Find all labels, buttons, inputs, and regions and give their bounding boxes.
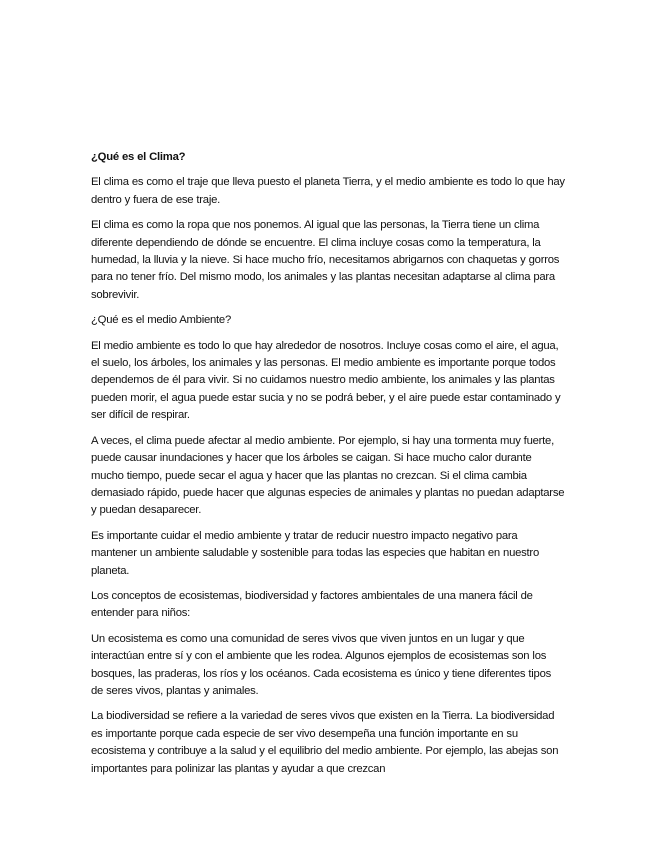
paragraph-medio-ambiente: El medio ambiente es todo lo que hay alrededor de nosotros. Incluye cosas como el aire, el agua, el suelo, los árboles, los animales y las personas. El medio ambiente es importante porque todos dependemos de él para vivir. Si no cuidamos nuestro medio ambiente, los animales y las plantas pueden morir, el agua puede estar sucia y no se podrá beber, y el aire puede estar contaminado y ser difícil de respirar. bbox=[91, 339, 561, 422]
document-body bbox=[91, 149, 566, 786]
heading-que-es-medio-ambiente: ¿Qué es el medio Ambiente? bbox=[91, 314, 231, 327]
paragraph-clima-ropa: El clima es como la ropa que nos ponemos. Al igual que las personas, la Tierra tiene un clima diferente dependiendo de dónde se encuentre. El clima incluye cosas como la temperatura, la humedad, la lluvia y la nieve. Si hace mucho frío, necesitamos abrigarnos con chaquetas y gorros para no tener frío. Del mismo modo, los animales y las plantas necesitan adaptarse al clima para sobrevivir. bbox=[91, 219, 560, 301]
paragraph-biodiversidad: La biodiversidad se refiere a la variedad de seres vivos que existen en la Tierra. La biodiversidad es importante porque cada especie de ser vivo desempeña una función importante en su ecosistema y contribuye a la salud y el equilibrio del medio ambiente. Por ejemplo, las abejas son importantes para polinizar las plantas y ayudar a que crezcan bbox=[91, 710, 559, 775]
paragraph-ecosistema: Un ecosistema es como una comunidad de seres vivos que viven juntos en un lugar y que interactúan entre sí y con el ambiente que les rodea. Algunos ejemplos de ecosistemas son los bosques, las praderas, los ríos y los océanos. Cada ecosistema es único y tiene diferentes tipos de seres vivos, plantas y animales. bbox=[91, 632, 552, 697]
paragraph-clima-afecta: A veces, el clima puede afectar al medio ambiente. Por ejemplo, si hay una tormenta muy fuerte, puede causar inundaciones y hacer que los árboles se caigan. Si hace mucho calor durante mucho tiempo, puede secar el agua y hacer que las plantas no crezcan. Si el clima cambia demasiado rápido, puede hacer que algunas especies de animales y plantas no puedan adaptarse y puedan desaparecer. bbox=[91, 434, 565, 517]
paragraph-cuidar-ambiente: Es importante cuidar el medio ambiente y tratar de reducir nuestro impacto negativo para mantener un ambiente saludable y sostenible para todas las especies que habitan en nuestro planeta. bbox=[91, 529, 539, 577]
paragraph-conceptos: Los conceptos de ecosistemas, biodiversidad y factores ambientales de una manera fácil de entender para niños: bbox=[91, 589, 533, 620]
heading-que-es-el-clima: ¿Qué es el Clima? bbox=[91, 151, 186, 163]
paragraph-clima-traje: El clima es como el traje que lleva puesto el planeta Tierra, y el medio ambiente es todo lo que hay dentro y fuera de ese traje. bbox=[91, 176, 565, 206]
